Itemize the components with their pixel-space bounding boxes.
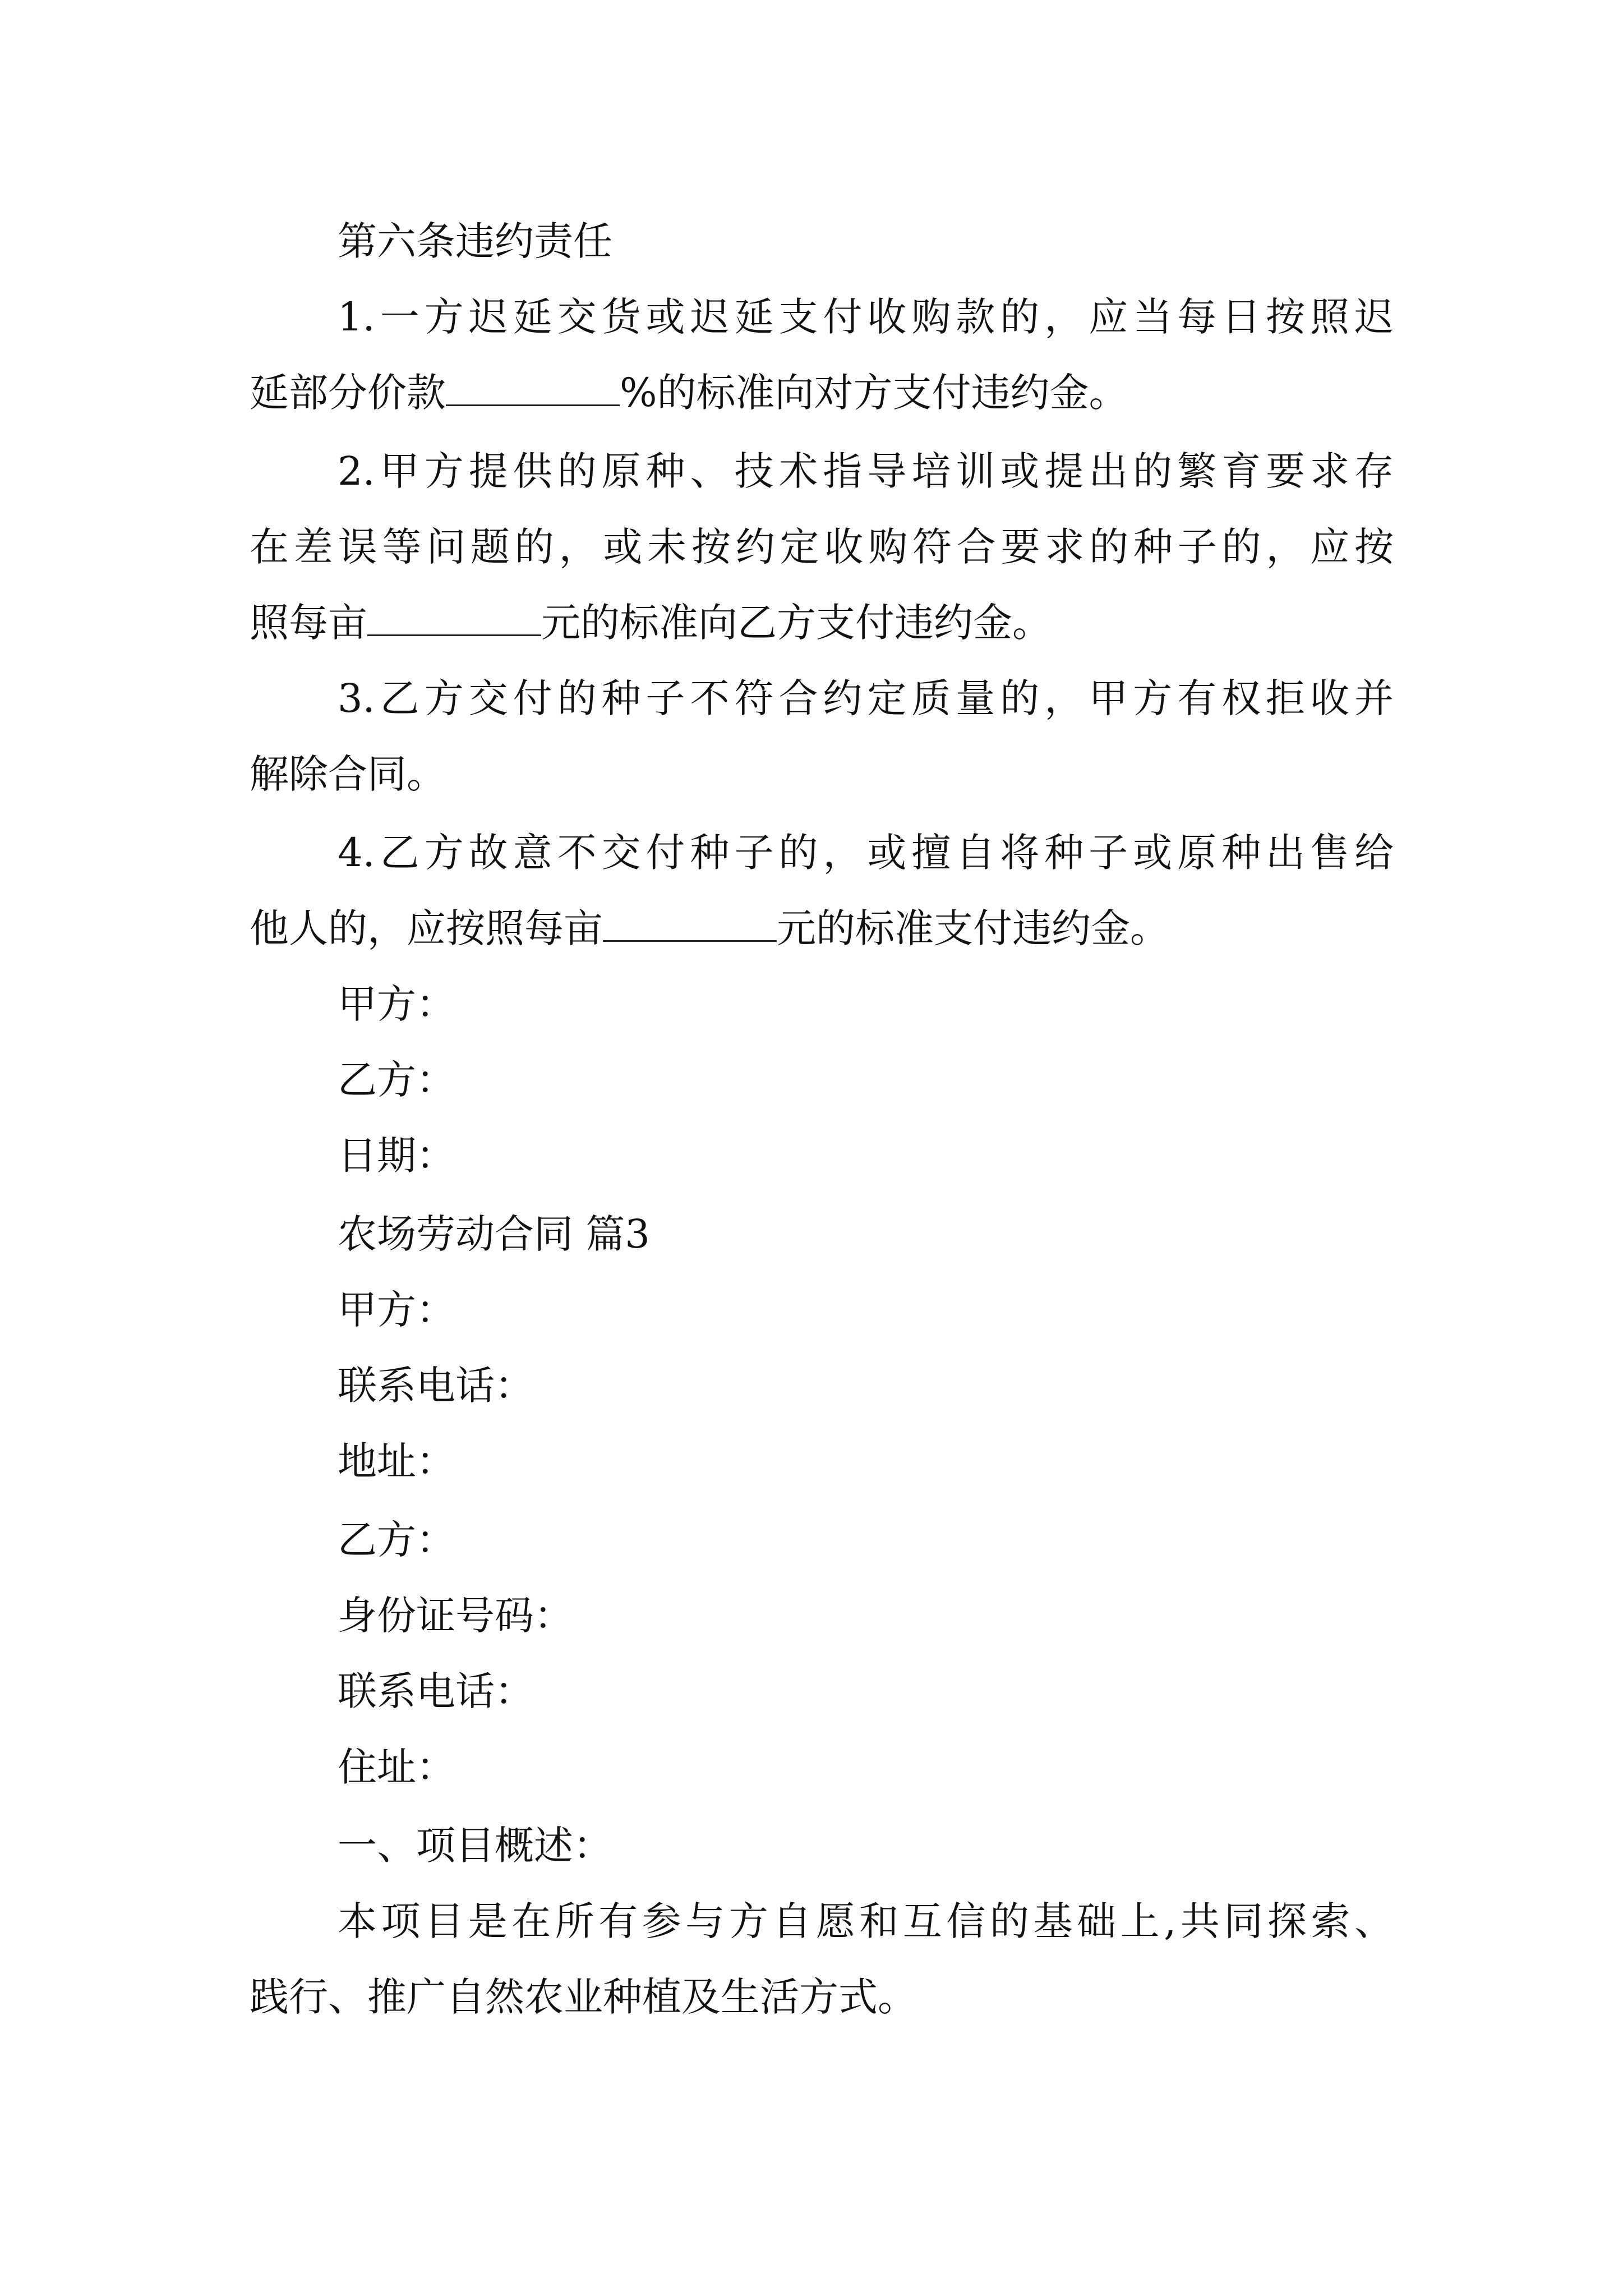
overview-line-2: 践行、推广自然农业种植及生活方式。: [250, 1974, 917, 2020]
party-a-address-label: 地址：: [338, 1438, 455, 1484]
clause-3-line-2: 解除合同。: [250, 751, 446, 797]
clause-1-line-2: [250, 367, 1394, 418]
percent-blank: [446, 370, 620, 406]
clause-2-text-a: 照每亩: [250, 600, 367, 646]
clause-2-line-2: 在差误等问题的，或未按约定收购符合要求的种子的，应按: [250, 524, 1394, 570]
party-b-id-label: 身份证号码：: [338, 1593, 573, 1639]
clause-2-line-3: [250, 597, 1394, 648]
per-mu-amount-blank: [367, 600, 541, 636]
signature-party-a: 甲方：: [338, 981, 455, 1027]
clause-4-text-a: 他人的，应按照每亩: [250, 905, 603, 951]
party-b-phone-label: 联系电话：: [338, 1668, 534, 1714]
clause-4-text-b: 元的标准支付违约金。: [777, 905, 1169, 951]
clause-3-line-1: 3.乙方交付的种子不符合约定质量的，甲方有权拒收并: [338, 675, 1394, 721]
article-6-title: 第六条违约责任: [338, 218, 612, 264]
penalty-amount-blank: [603, 905, 777, 942]
clause-2-line-1: 2.甲方提供的原种、技术指导培训或提出的繁育要求存: [338, 448, 1394, 494]
overview-line-1: 本项目是在所有参与方自愿和互信的基础上,共同探索、: [338, 1898, 1394, 1944]
signature-date: 日期：: [338, 1133, 455, 1179]
party-a-phone-label: 联系电话：: [338, 1363, 534, 1409]
party-b-label: 乙方：: [338, 1517, 455, 1563]
party-a-label: 甲方：: [338, 1287, 455, 1333]
clause-1-text-a: 延部分价款: [250, 370, 446, 416]
overview-heading: 一、项目概述：: [338, 1823, 612, 1869]
party-b-residence-label: 住址：: [338, 1744, 455, 1790]
clause-2-text-b: 元的标准向乙方支付违约金。: [541, 600, 1052, 646]
section-title: 农场劳动合同 篇3: [338, 1211, 650, 1257]
clause-4-line-1: 4.乙方故意不交付种子的，或擅自将种子或原种出售给: [338, 830, 1394, 876]
clause-1-line-1: 1.一方迟延交货或迟延支付收购款的，应当每日按照迟: [338, 294, 1394, 340]
clause-1-text-b: %的标准向对方支付违约金。: [620, 370, 1128, 416]
clause-4-line-2: [250, 903, 1394, 954]
signature-party-b: 乙方：: [338, 1057, 455, 1103]
